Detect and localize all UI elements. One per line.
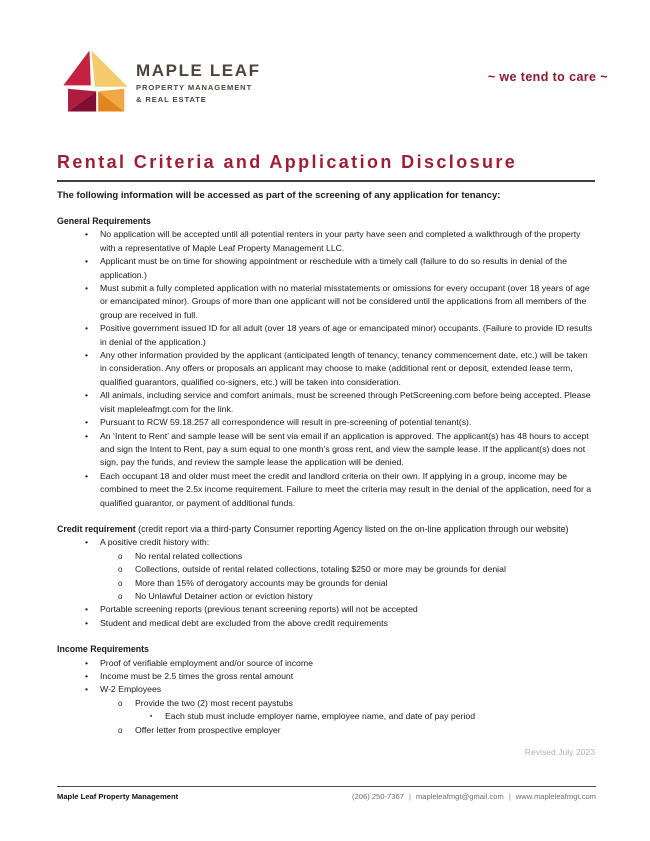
footer-website: www.mapleleafmgt.com bbox=[515, 792, 596, 801]
section-credit-requirement bbox=[57, 523, 595, 630]
list-item bbox=[57, 536, 595, 549]
list-item-text: No Unlawful Detainer action or eviction history bbox=[135, 590, 313, 601]
page-footer bbox=[57, 786, 596, 801]
list-item-text: A positive credit history with: bbox=[100, 537, 210, 548]
footer-separator: | bbox=[508, 792, 511, 801]
list-item bbox=[57, 563, 595, 576]
list-item bbox=[57, 389, 595, 416]
list-item bbox=[57, 282, 595, 322]
bullet-icon: • bbox=[85, 256, 89, 267]
bullet-icon: • bbox=[85, 323, 89, 334]
footer-contact-info bbox=[352, 792, 596, 801]
list-item bbox=[57, 430, 595, 470]
bullet-icon: • bbox=[85, 229, 89, 240]
bullet-icon: • bbox=[85, 657, 89, 668]
list-item-text: Each occupant 18 and older must meet the credit and landlord criteria on their own. If applying in a group, income may be combined to meet the 2.5x income requirement. Failure to meet the criteria may result in the denial of the application, need for a qualified guarantor, or payment of additional funds. bbox=[100, 470, 592, 508]
circle-bullet-icon: o bbox=[118, 565, 123, 575]
bullet-icon: • bbox=[85, 283, 89, 294]
bullet-icon: • bbox=[85, 671, 89, 681]
list-item-text: Applicant must be on time for showing appointment or reschedule with a timely call (failure to do so results in denial of the application.) bbox=[100, 256, 567, 280]
list-item bbox=[57, 710, 595, 723]
footer-phone: (206) 250-7367 bbox=[352, 792, 404, 801]
bullet-icon: • bbox=[85, 684, 89, 695]
list-item bbox=[57, 724, 595, 737]
list-item bbox=[57, 617, 595, 630]
list-item-text: Any other information provided by the applicant (anticipated length of tenancy, tenancy commencement date, etc.) will be taken in consideration. Any offers or proposals an applicant may choose to make (additional rent or deposit, extended lease term, qualified guarantors, qualified co-signers, etc.) will be taken into consideration. bbox=[100, 350, 588, 387]
list-item-text: Pursuant to RCW 59.18.257 all correspondence will result in pre-screening of potential tenant(s). bbox=[100, 417, 472, 428]
revision-note: Revised July 2023 bbox=[524, 747, 595, 758]
list-item bbox=[57, 683, 595, 696]
list-item-text: W-2 Employees bbox=[100, 684, 162, 695]
bullet-icon: • bbox=[85, 537, 89, 548]
section-income-requirements bbox=[57, 643, 595, 737]
circle-bullet-icon: o bbox=[118, 551, 123, 561]
list-item-text: Positive government issued ID for all adult (over 18 years of age or emancipated minor) occupants. (Failure to provide ID results in denial of the application.) bbox=[100, 323, 593, 347]
house-logo-icon bbox=[62, 48, 129, 116]
section-heading-note: (credit report via a third-party Consumer reporting Agency listed on the on-line application through our website) bbox=[135, 523, 569, 534]
list-item bbox=[57, 550, 595, 563]
section-heading-bold: Credit requirement bbox=[57, 523, 136, 534]
list-item-text: Must submit a fully completed application with no material misstatements or omissions for every occupant (over 18 years of age or emancipated minor). Groups of more than one applicant will not be considered until the applications from all members of the group are received in full. bbox=[100, 283, 590, 320]
section-heading: Income Requirements bbox=[57, 644, 149, 655]
bullet-icon: • bbox=[85, 604, 89, 615]
bullet-icon: • bbox=[85, 417, 89, 428]
logo-subtitle-line2: & REAL ESTATE bbox=[136, 95, 207, 104]
page-title: Rental Criteria and Application Disclosure bbox=[57, 152, 518, 172]
section-heading bbox=[57, 523, 595, 536]
circle-bullet-icon: o bbox=[118, 578, 123, 588]
bullet-icon: • bbox=[85, 470, 89, 481]
list-item bbox=[57, 577, 595, 590]
section-heading: General Requirements bbox=[57, 216, 151, 226]
square-bullet-icon: ▪ bbox=[150, 713, 153, 721]
list-item-text: Portable screening reports (previous tenant screening reports) will not be accepted bbox=[100, 604, 418, 615]
list-item-text: More than 15% of derogatory accounts may be grounds for denial bbox=[135, 577, 388, 588]
list-item-text: No application will be accepted until all potential renters in your party have seen and completed a walkthrough of the property with a representative of Maple Leaf Property Management LLC. bbox=[100, 229, 581, 253]
company-tagline: ~ we tend to care ~ bbox=[487, 70, 608, 84]
list-item-text: No rental related collections bbox=[135, 550, 243, 561]
list-item bbox=[57, 228, 595, 255]
circle-bullet-icon: o bbox=[118, 725, 123, 735]
bullet-icon: • bbox=[85, 430, 89, 441]
list-item-text: An ‘Intent to Rent’ and sample lease will be sent via email if an application is approved. The applicant(s) has 48 hours to accept and sign the Intent to Rent, pay a sum equal to one month’s gross rent, and view the sample lease. If the applicant(s) does not sign, pay the funds, and review the sample lease the application will be denied. bbox=[100, 430, 589, 468]
title-divider bbox=[57, 180, 595, 182]
logo-subtitle-line1: PROPERTY MANAGEMENT bbox=[136, 83, 253, 92]
intro-line: The following information will be accessed as part of the screening of any application for tenancy: bbox=[57, 190, 501, 201]
section-general-requirements bbox=[57, 215, 595, 510]
bullet-icon: • bbox=[85, 617, 89, 628]
list-item bbox=[57, 670, 595, 683]
list-item-text: Provide the two (2) most recent paystubs bbox=[135, 697, 293, 708]
list-item bbox=[57, 470, 595, 510]
list-item bbox=[57, 657, 595, 670]
list-item-text: Each stub must include employer name, employee name, and date of pay period bbox=[165, 711, 476, 722]
list-item-text: Income must be 2.5 times the gross rental amount bbox=[100, 671, 294, 681]
footer-email: mapleleafmgt@gmail.com bbox=[415, 792, 504, 801]
list-item-text: Student and medical debt are excluded from the above credit requirements bbox=[100, 617, 388, 628]
list-item bbox=[57, 590, 595, 603]
list-item bbox=[57, 255, 595, 282]
list-item-text: All animals, including service and comfort animals, must be screened through PetScreening.com before being accepted. Please visit mapleleafmgt.com for the link. bbox=[100, 390, 591, 414]
list-item-text: Collections, outside of rental related collections, totaling $250 or more may be grounds for denial bbox=[135, 564, 506, 575]
list-item bbox=[57, 349, 595, 389]
list-item bbox=[57, 416, 595, 429]
logo-company-name: MAPLE LEAF bbox=[136, 61, 261, 80]
company-logo-text bbox=[136, 61, 261, 104]
footer-separator: | bbox=[408, 792, 411, 801]
circle-bullet-icon: o bbox=[118, 698, 123, 708]
bullet-icon: • bbox=[85, 390, 89, 401]
bullet-icon: • bbox=[85, 350, 89, 361]
list-item bbox=[57, 603, 595, 616]
list-item bbox=[57, 697, 595, 710]
list-item bbox=[57, 322, 595, 349]
circle-bullet-icon: o bbox=[118, 591, 123, 601]
document-body bbox=[57, 150, 595, 757]
footer-company-name: Maple Leaf Property Management bbox=[57, 792, 179, 801]
list-item-text: Proof of verifiable employment and/or source of income bbox=[100, 657, 313, 668]
list-item-text: Offer letter from prospective employer bbox=[135, 724, 281, 735]
